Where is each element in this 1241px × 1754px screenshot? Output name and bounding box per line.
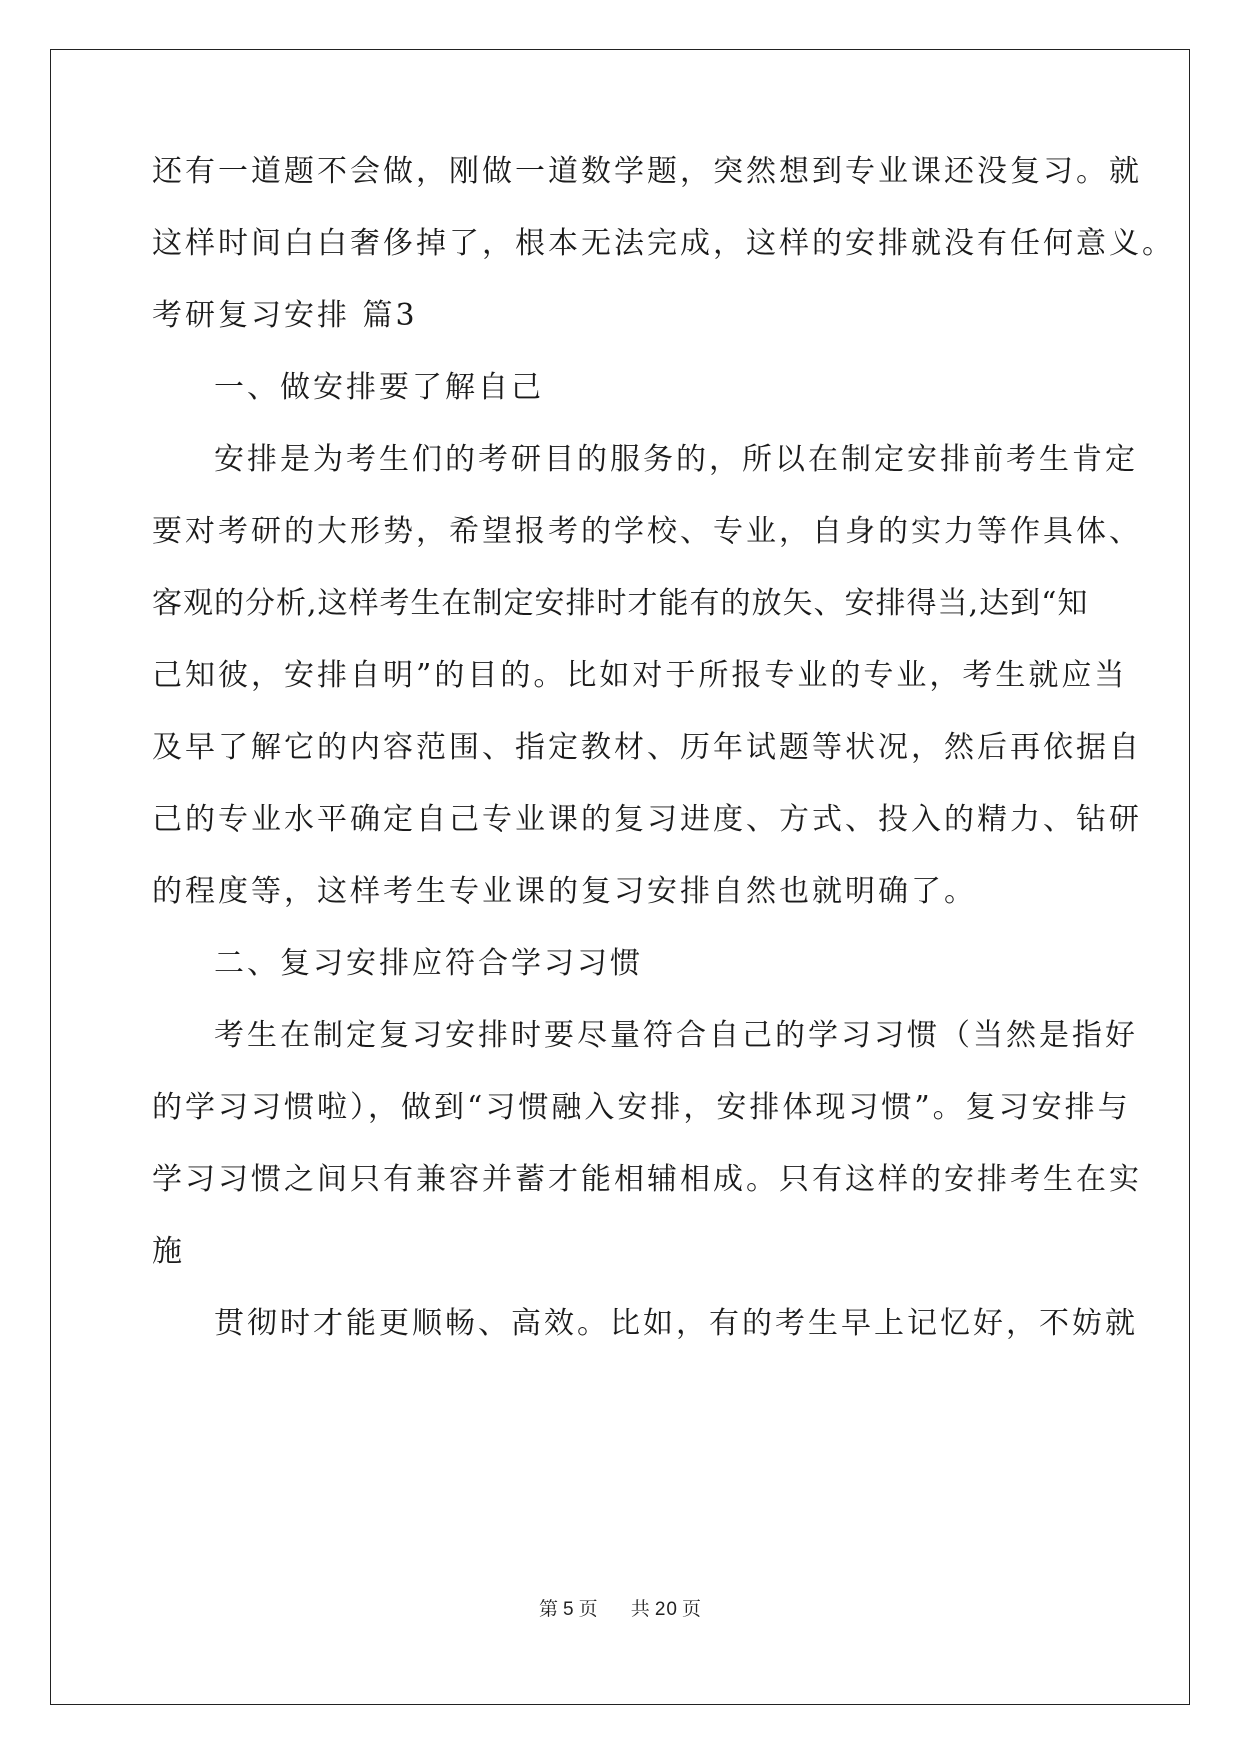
paragraph-line: 施 xyxy=(152,1234,185,1269)
paragraph-line: 学习习惯之间只有兼容并蓄才能相辅相成。只有这样的安排考生在实 xyxy=(152,1162,1142,1197)
section-heading: 考研复习安排 篇3 xyxy=(152,298,418,333)
page-suffix: 页 xyxy=(578,1598,599,1620)
paragraph-line: 的程度等，这样考生专业课的复习安排自然也就明确了。 xyxy=(152,874,977,909)
paragraph-line: 要对考研的大形势，希望报考的学校、专业，自身的实力等作具体、 xyxy=(152,514,1142,549)
total-prefix: 共 xyxy=(630,1598,651,1620)
paragraph-line: 己的专业水平确定自己专业课的复习进度、方式、投入的精力、钻研 xyxy=(152,802,1142,837)
paragraph-line: 贯彻时才能更顺畅、高效。比如，有的考生早上记忆好，不妨就 xyxy=(214,1306,1138,1341)
subsection-heading: 一、做安排要了解自己 xyxy=(214,370,544,405)
total-suffix: 页 xyxy=(681,1598,702,1620)
paragraph-line: 客观的分析,这样考生在制定安排时才能有的放矢、安排得当,达到“知 xyxy=(152,586,1089,621)
page-prefix: 第 xyxy=(539,1598,560,1620)
paragraph-line: 考生在制定复习安排时要尽量符合自己的学习习惯（当然是指好 xyxy=(214,1018,1138,1053)
paragraph-line: 安排是为考生们的考研目的服务的，所以在制定安排前考生肯定 xyxy=(214,442,1138,477)
paragraph-line: 的学习习惯啦），做到“习惯融入安排，安排体现习惯”。复习安排与 xyxy=(152,1090,1131,1125)
subsection-heading: 二、复习安排应符合学习习惯 xyxy=(214,946,643,981)
page-number: 5 xyxy=(563,1599,575,1620)
paragraph-line: 这样时间白白奢侈掉了，根本无法完成，这样的安排就没有任何意义。 xyxy=(152,226,1175,261)
page-footer xyxy=(0,1594,1241,1621)
paragraph-line: 己知彼，安排自明”的目的。比如对于所报专业的专业，考生就应当 xyxy=(152,658,1128,693)
paragraph-line: 还有一道题不会做，刚做一道数学题，突然想到专业课还没复习。就 xyxy=(152,154,1142,189)
paragraph-line: 及早了解它的内容范围、指定教材、历年试题等状况，然后再依据自 xyxy=(152,730,1142,765)
page-total: 20 xyxy=(654,1599,678,1620)
